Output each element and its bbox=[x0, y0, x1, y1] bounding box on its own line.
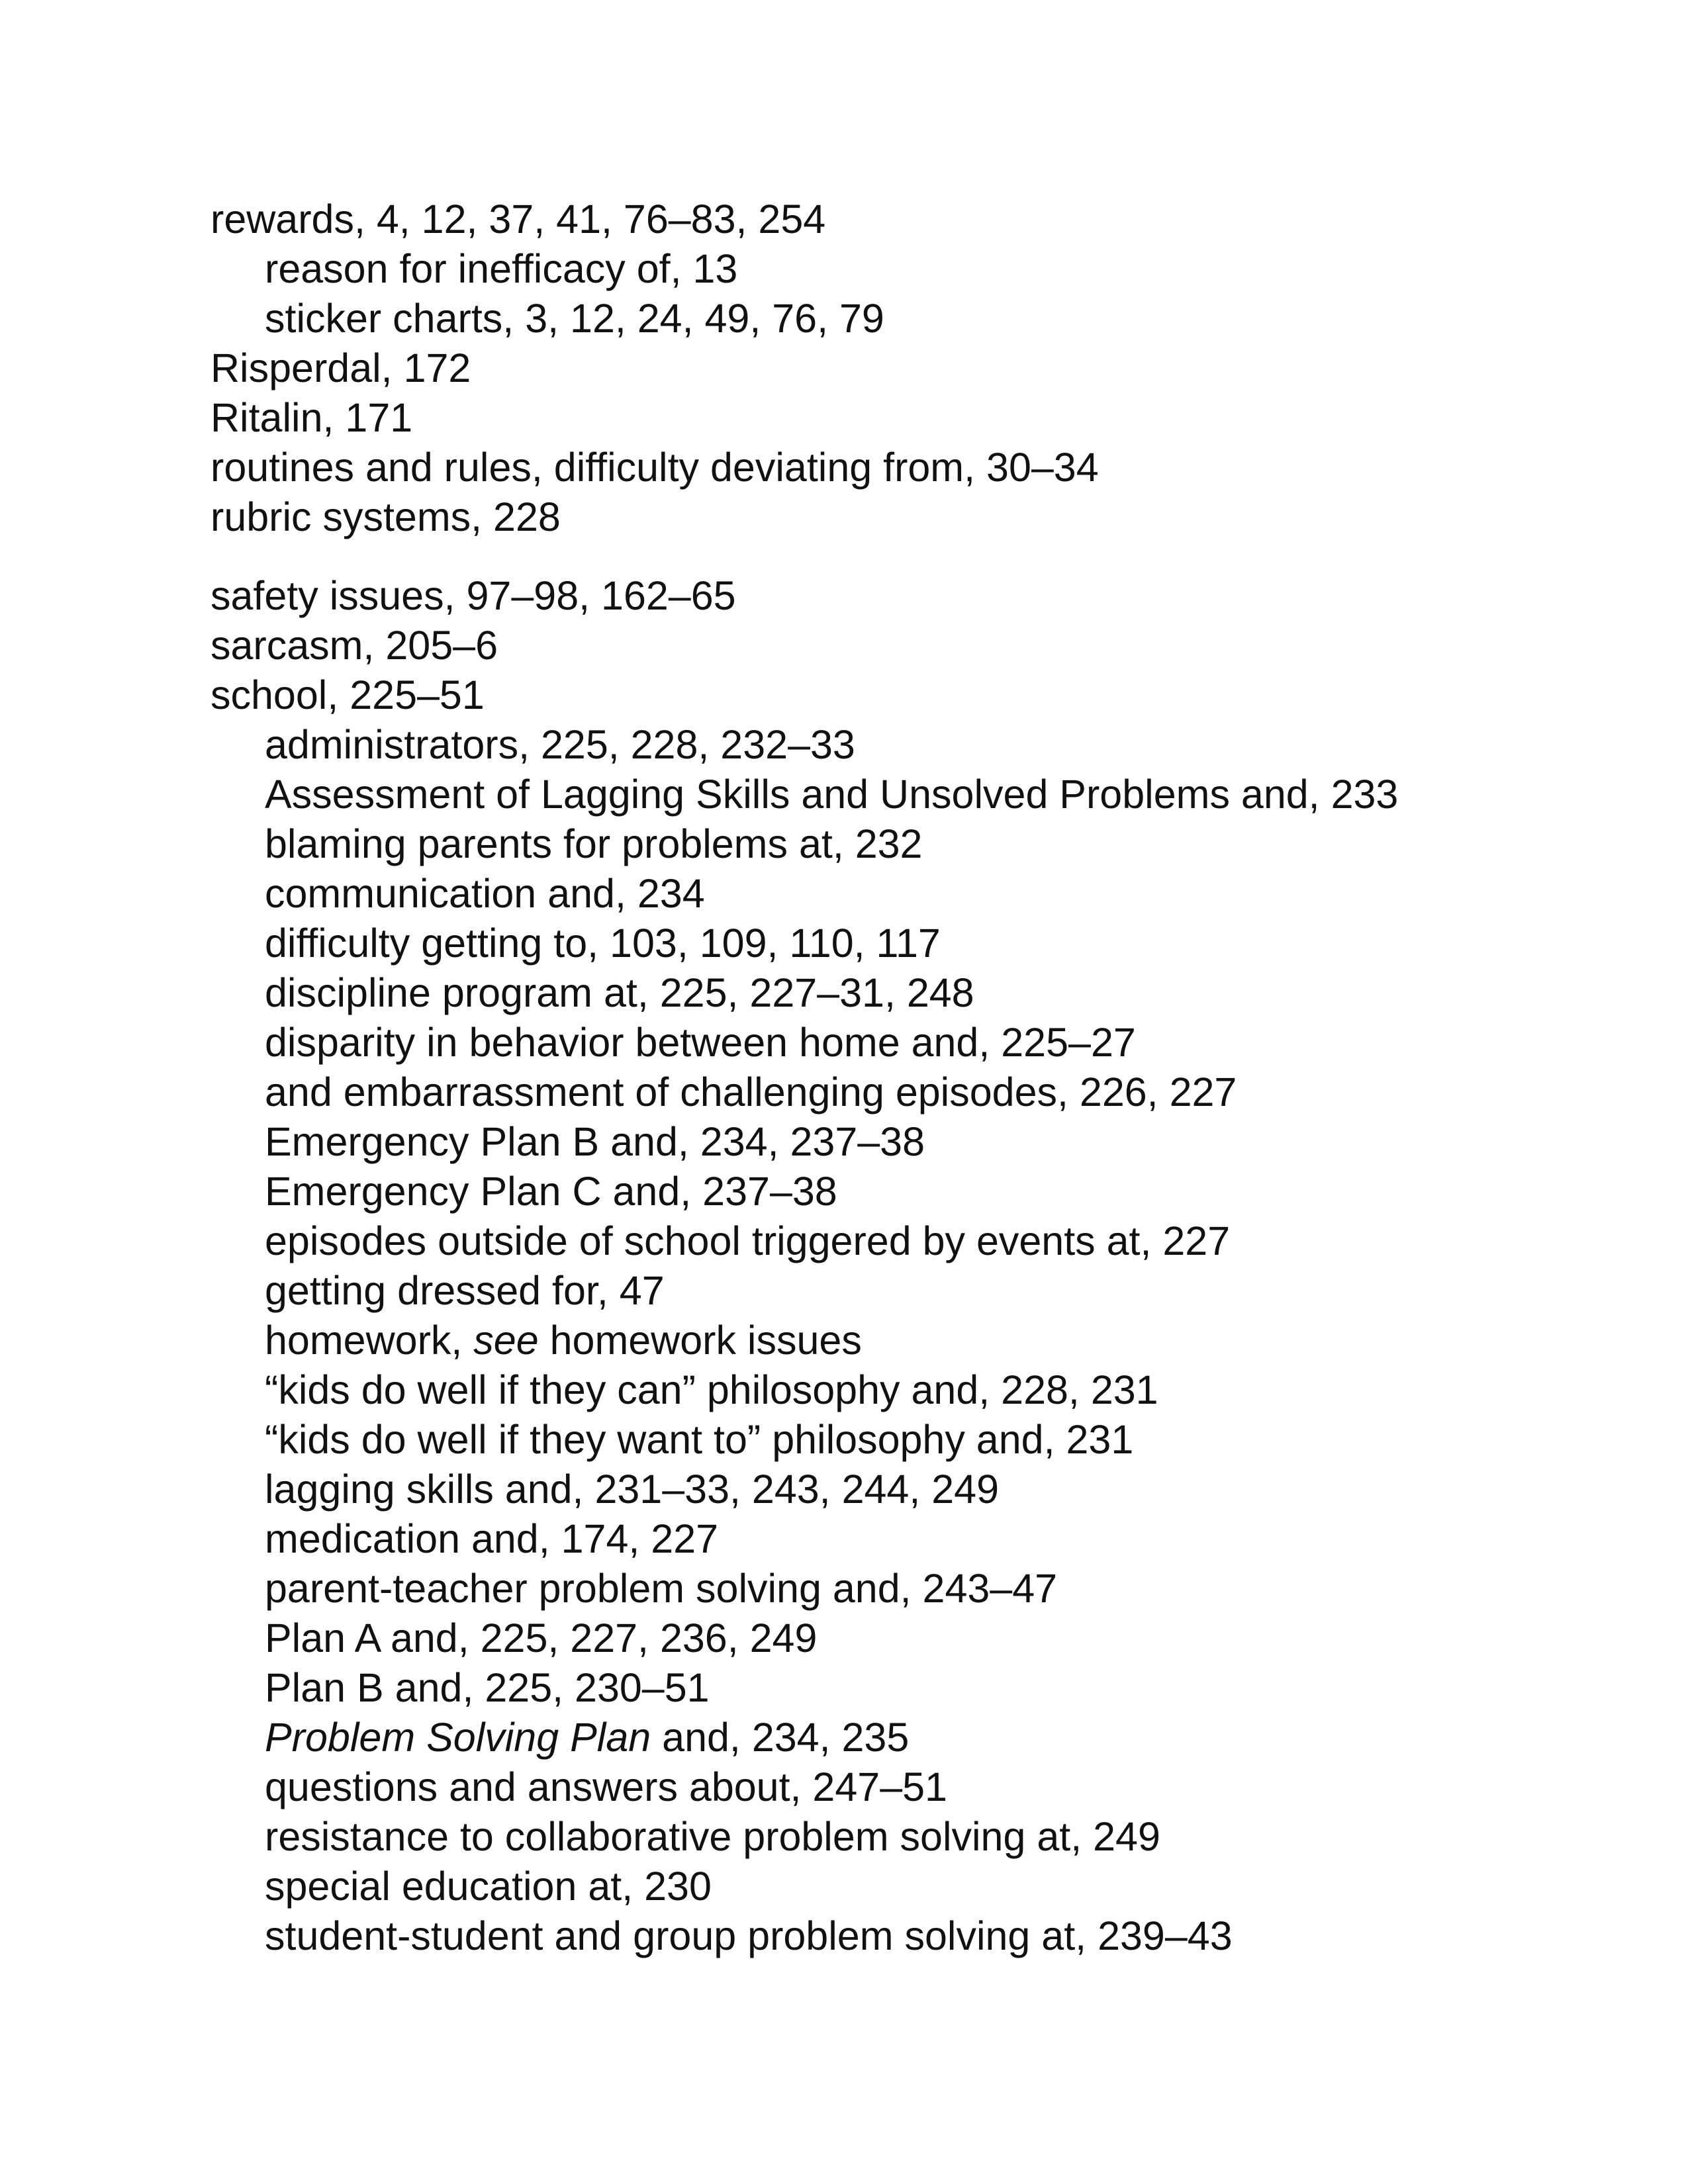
index-list bbox=[211, 195, 1534, 1961]
index-subentry-special-education: special education at, 230 bbox=[265, 1864, 712, 1909]
index-subentry-resistance: resistance to collaborative problem solving at, 249 bbox=[265, 1814, 1160, 1859]
index-subentry-discipline-program: discipline program at, 225, 227–31, 248 bbox=[265, 970, 974, 1015]
index-subentry-student-student: student-student and group problem solving at, 239–43 bbox=[265, 1913, 1233, 1958]
index-entry-risperdal: Risperdal, 172 bbox=[211, 345, 471, 390]
index-entry-safety-issues: safety issues, 97–98, 162–65 bbox=[211, 573, 736, 618]
index-subentry-homework bbox=[211, 1316, 1534, 1365]
index-entry-rewards: rewards, 4, 12, 37, 41, 76–83, 254 bbox=[211, 197, 826, 242]
index-subentry-problem-solving-plan bbox=[211, 1713, 1534, 1762]
see-reference-label: see bbox=[473, 1318, 539, 1363]
index-entry-routines: routines and rules, difficulty deviating from, 30–34 bbox=[211, 445, 1099, 490]
index-subentry-kids-do-well-if-they-want-to: “kids do well if they want to” philosophy and, 231 bbox=[265, 1417, 1134, 1462]
index-subentry-embarrassment: and embarrassment of challenging episodes, 226, 227 bbox=[265, 1069, 1237, 1115]
index-subentry-getting-dressed: getting dressed for, 47 bbox=[265, 1268, 665, 1313]
index-subentry-blaming-parents: blaming parents for problems at, 232 bbox=[265, 821, 923, 866]
index-subentry-lagging-skills: lagging skills and, 231–33, 243, 244, 249 bbox=[265, 1467, 1000, 1512]
index-subentry-questions-and-answers: questions and answers about, 247–51 bbox=[265, 1764, 947, 1809]
homework-label: homework, bbox=[265, 1318, 474, 1363]
cross-reference-target: homework issues bbox=[538, 1318, 862, 1363]
index-subentry-emergency-plan-b: Emergency Plan B and, 234, 237–38 bbox=[265, 1119, 925, 1164]
index-subentry-kids-do-well-if-they-can: “kids do well if they can” philosophy and, 228, 231 bbox=[265, 1367, 1158, 1412]
book-title: Problem Solving Plan bbox=[265, 1715, 651, 1760]
index-subentry-communication: communication and, 234 bbox=[265, 871, 705, 916]
index-subentry-reason-for-inefficacy: reason for inefficacy of, 13 bbox=[265, 246, 738, 291]
index-subentry-plan-b: Plan B and, 225, 230–51 bbox=[265, 1665, 710, 1710]
index-entry-rubric-systems: rubric systems, 228 bbox=[211, 494, 561, 539]
index-subentry-administrators: administrators, 225, 228, 232–33 bbox=[265, 722, 855, 767]
index-subentry-sticker-charts: sticker charts, 3, 12, 24, 49, 76, 79 bbox=[265, 296, 884, 341]
index-entry-sarcasm: sarcasm, 205–6 bbox=[211, 623, 498, 668]
index-subentry-parent-teacher: parent-teacher problem solving and, 243–47 bbox=[265, 1566, 1058, 1611]
index-subentry-difficulty-getting-to: difficulty getting to, 103, 109, 110, 117 bbox=[265, 921, 941, 966]
index-subentry-emergency-plan-c: Emergency Plan C and, 237–38 bbox=[265, 1169, 837, 1214]
index-subentry-plan-a: Plan A and, 225, 227, 236, 249 bbox=[265, 1615, 818, 1661]
subentry-locator: and, 234, 235 bbox=[651, 1715, 910, 1760]
index-entry-school: school, 225–51 bbox=[211, 672, 485, 717]
letter-group-divider bbox=[211, 542, 1534, 571]
index-subentry-disparity: disparity in behavior between home and, 225–27 bbox=[265, 1020, 1136, 1065]
index-entry-ritalin: Ritalin, 171 bbox=[211, 395, 413, 440]
index-subentry-assessment: Assessment of Lagging Skills and Unsolved Problems and, 233 bbox=[265, 772, 1399, 817]
index-subentry-medication: medication and, 174, 227 bbox=[265, 1516, 719, 1561]
index-subentry-episodes-outside: episodes outside of school triggered by events at, 227 bbox=[265, 1218, 1231, 1263]
